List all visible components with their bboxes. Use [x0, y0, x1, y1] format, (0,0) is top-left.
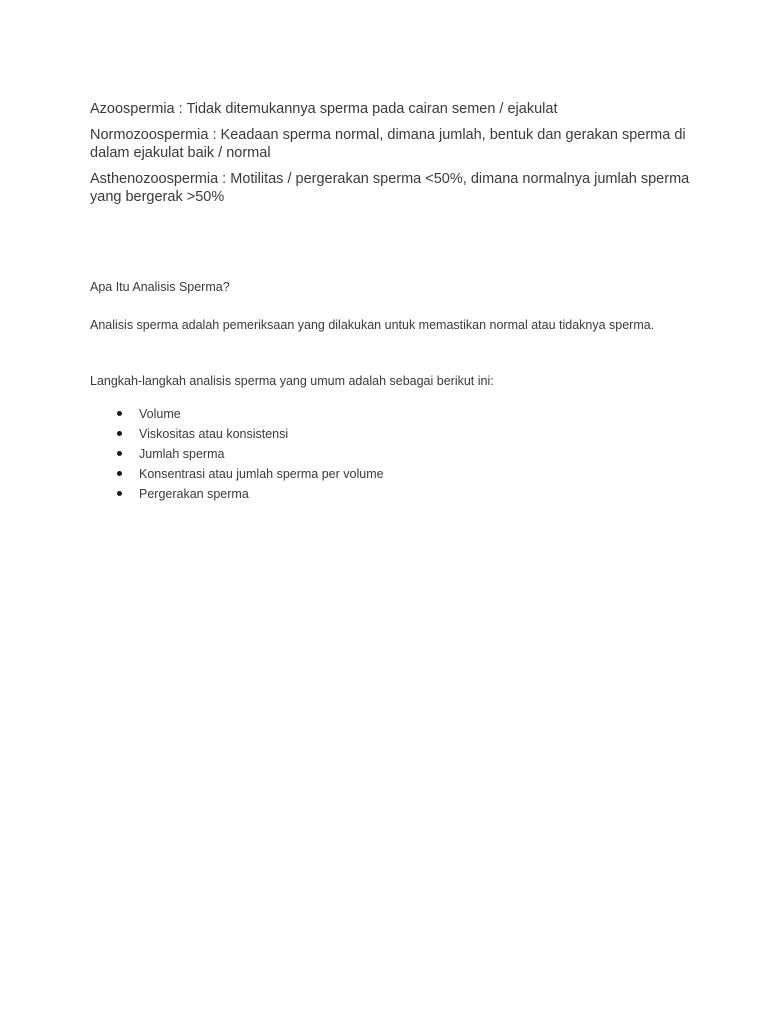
list-item [90, 405, 690, 425]
list-item [90, 485, 690, 505]
list-item [90, 445, 690, 465]
list-item [90, 425, 690, 445]
bullet-icon [117, 431, 122, 436]
section-paragraph: Analisis sperma adalah pemeriksaan yang dilakukan untuk memastikan normal atau tidaknya sperma. [90, 318, 655, 332]
definition-normozoospermia: Normozoospermia : Keadaan sperma normal, dimana jumlah, bentuk dan gerakan sperma di dalam ejakulat baik / normal [90, 127, 686, 161]
list-item-label: Konsentrasi atau jumlah sperma per volume [139, 467, 384, 481]
list-item-label: Viskositas atau konsistensi [139, 427, 289, 441]
list-item [90, 465, 690, 485]
section-heading: Apa Itu Analisis Sperma? [90, 280, 230, 294]
definition-azoospermia: Azoospermia : Tidak ditemukannya sperma pada cairan semen / ejakulat [90, 101, 558, 117]
list-item-label: Jumlah sperma [139, 447, 225, 461]
steps-intro: Langkah-langkah analisis sperma yang umum adalah sebagai berikut ini: [90, 374, 494, 388]
bullet-icon [117, 491, 122, 496]
list-item-label: Pergerakan sperma [139, 487, 249, 501]
bullet-icon [117, 471, 122, 476]
list-item-label: Volume [139, 407, 181, 421]
steps-list [90, 405, 690, 505]
bullet-icon [117, 411, 122, 416]
bullet-icon [117, 451, 122, 456]
definition-asthenozoospermia: Asthenozoospermia : Motilitas / pergerakan sperma <50%, dimana normalnya jumlah sperma yang bergerak >50% [90, 171, 690, 205]
